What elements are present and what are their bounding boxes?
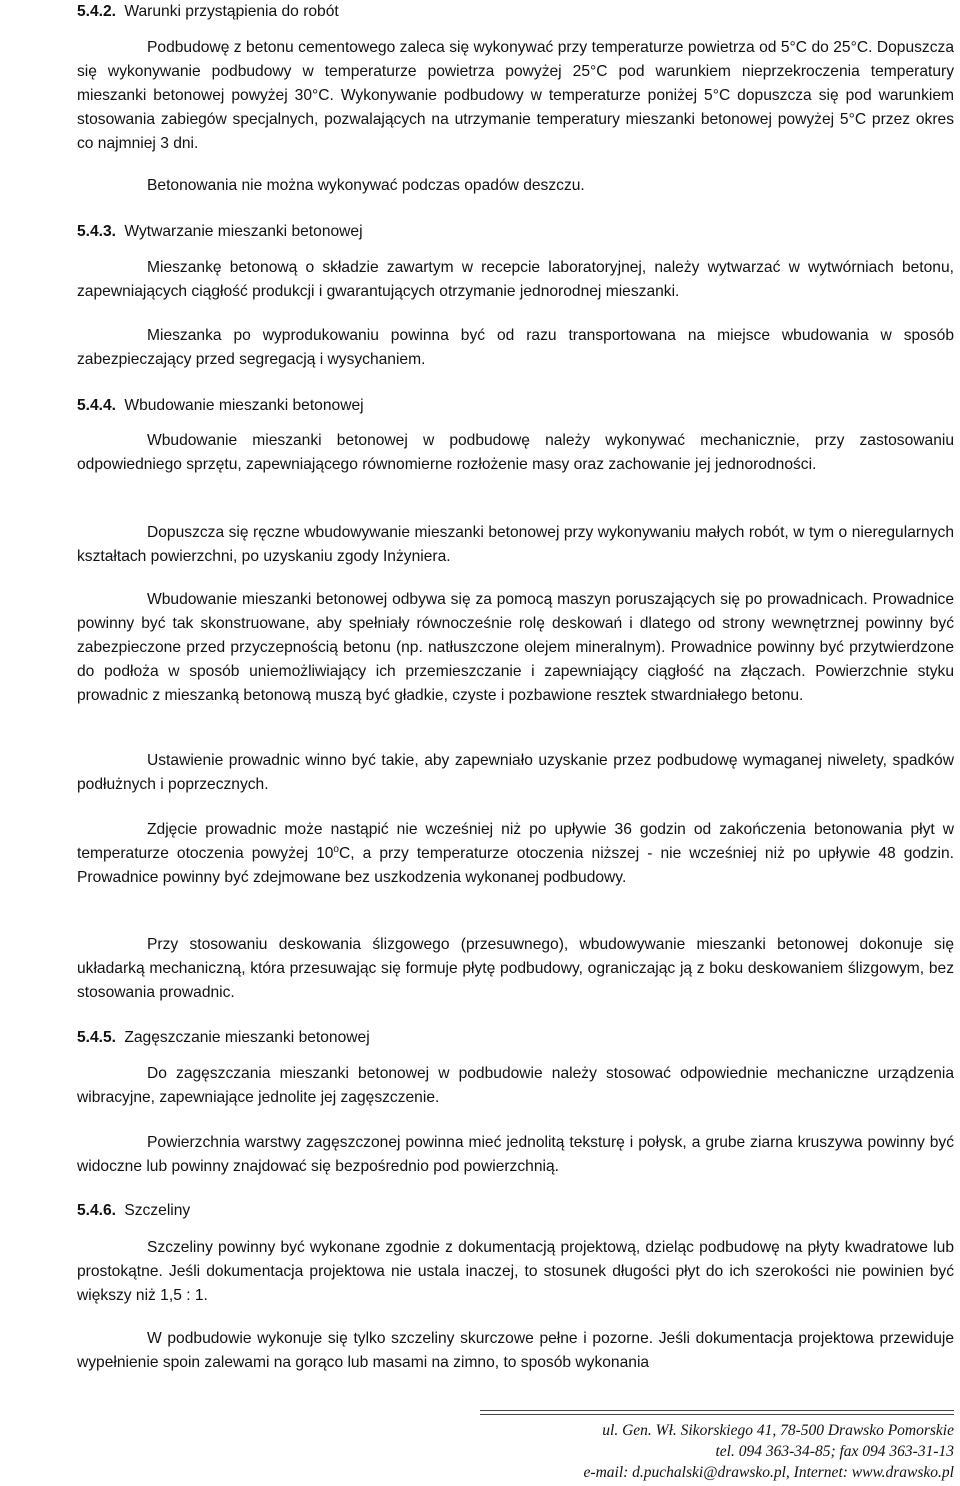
footer-contact: e-mail: d.puchalski@drawsko.pl, Internet: www.drawsko.pl — [583, 1464, 954, 1481]
page-footer — [584, 1420, 954, 1483]
paragraph: Wbudowanie mieszanki betonowej w podbudowę należy wykonywać mechanicznie, przy zastosowaniu odpowiedniego sprzętu, zapewniającego równomierne rozłożenie masy oraz zachowanie jej jednorodności. — [77, 432, 954, 473]
section-number: 5.4.2. — [77, 3, 117, 20]
footer-address: ul. Gen. Wł. Sikorskiego 41, 78-500 Drawsko Pomorskie — [602, 1422, 954, 1439]
section-number: 5.4.6. — [77, 1202, 117, 1219]
section-number: 5.4.5. — [77, 1029, 117, 1046]
section-title: Wytwarzanie mieszanki betonowej — [124, 223, 363, 240]
paragraph: Mieszankę betonową o składzie zawartym w recepcie laboratoryjnej, należy wytwarzać w wytwórniach betonu, zapewniających ciągłość produkcji i gwarantujących otrzymanie jednorodnej mieszanki. — [77, 259, 954, 300]
paragraph: Podbudowę z betonu cementowego zaleca się wykonywać przy temperaturze powietrza od 5°C do 25°C. Dopuszcza się wykonywanie podbudowy w temperaturze powietrza powyżej 25°C pod warunkiem nieprzekroczenia temperatury mieszanki betonowej powyżej 30°C. Wykonywanie podbudowy w temperaturze poniżej 5°C dopuszcza się pod warunkiem stosowania zabiegów specjalnych, pozwalających na utrzymanie temperatury mieszanki betonowej powyżej 5°C przez okres co najmniej 3 dni. — [77, 39, 954, 152]
degree-superscript: o — [333, 844, 339, 855]
section-number: 5.4.4. — [77, 397, 117, 414]
footer-phone: tel. 094 363-34-85; fax 094 363-31-13 — [715, 1443, 954, 1460]
paragraph: W podbudowie wykonuje się tylko szczeliny skurczowe pełne i pozorne. Jeśli dokumentacja projektowa przewiduje wypełnienie spoin zalewami na gorąco lub masami na zimno, to sposób wykonania — [77, 1330, 954, 1371]
paragraph: Betonowania nie można wykonywać podczas opadów deszczu. — [147, 177, 585, 194]
paragraph: Szczeliny powinny być wykonane zgodnie z dokumentacją projektową, dzieląc podbudowę na płyty kwadratowe lub prostokątne. Jeśli dokumentacja projektowa nie ustala inaczej, to stosunek długości płyt do ich szerokości nie powinien być większy niż 1,5 : 1. — [77, 1239, 954, 1304]
paragraph-text: Zdjęcie prowadnic może nastąpić nie wcześniej niż po upływie 36 godzin od zakończenia betonowania płyt w temperaturze otoczenia powyżej 10 — [77, 821, 954, 862]
section-heading-5-4-5 — [77, 1026, 370, 1050]
section-title: Warunki przystąpienia do robót — [124, 3, 339, 20]
section-title: Zagęszczanie mieszanki betonowej — [124, 1029, 370, 1046]
paragraph: Ustawienie prowadnic winno być takie, aby zapewniało uzyskanie przez podbudowę wymaganej niwelety, spadków podłużnych i poprzecznych. — [77, 752, 954, 793]
paragraph: Dopuszcza się ręczne wbudowywanie mieszanki betonowej przy wykonywaniu małych robót, w tym o nieregularnych kształtach powierzchni, po uzyskaniu zgody Inżyniera. — [77, 524, 954, 565]
section-heading-5-4-6 — [77, 1199, 190, 1223]
paragraph: Mieszanka po wyprodukowaniu powinna być od razu transportowana na miejsce wbudowania w sposób zabezpieczający przed segregacją i wysychaniem. — [77, 327, 954, 368]
paragraph-text: C, a przy temperaturze otoczenia niższej - nie wcześniej niż po upływie 48 godzin. Prowadnice powinny być zdejmowane bez uszkodzenia wykonanej podbudowy. — [77, 845, 954, 886]
paragraph: Powierzchnia warstwy zagęszczonej powinna mieć jednolitą teksturę i połysk, a grube ziarna kruszywa powinny być widoczne lub powinny znajdować się bezpośrednio pod powierzchnią. — [77, 1134, 954, 1175]
footer-divider — [480, 1414, 954, 1415]
paragraph: Do zagęszczania mieszanki betonowej w podbudowie należy stosować odpowiednie mechaniczne urządzenia wibracyjne, zapewniające jednolite jej zagęszczenie. — [77, 1065, 954, 1106]
footer-divider — [480, 1410, 954, 1411]
section-heading-5-4-3 — [77, 220, 363, 244]
paragraph: Wbudowanie mieszanki betonowej odbywa się za pomocą maszyn poruszających się po prowadnicach. Prowadnice powinny być tak skonstruowane, aby spełniały równocześnie rolę deskowań i dlatego od strony wewnętrznej powinny być zabezpieczone przed przyczepnością betonu (np. natłuszczone olejem mineralnym). Prowadnice powinny być przytwierdzone do podłoża w sposób uniemożliwiający ich przemieszczanie i zapewniający ciągłość na złączach. Powierzchnie styku prowadnic z mieszanką betonową muszą być gładkie, czyste i pozbawione resztek stwardniałego betonu. — [77, 591, 954, 704]
section-number: 5.4.3. — [77, 223, 117, 240]
section-title: Szczeliny — [124, 1202, 191, 1219]
section-heading-5-4-4 — [77, 394, 364, 418]
section-heading-5-4-2 — [77, 0, 339, 24]
section-title: Wbudowanie mieszanki betonowej — [124, 397, 364, 414]
paragraph: Przy stosowaniu deskowania ślizgowego (przesuwnego), wbudowywanie mieszanki betonowej dokonuje się układarką mechaniczną, która przesuwając się formuje płytę podbudowy, ograniczając ją z boku deskowaniem ślizgowym, bez stosowania prowadnic. — [77, 936, 954, 1001]
paragraph — [77, 818, 954, 890]
